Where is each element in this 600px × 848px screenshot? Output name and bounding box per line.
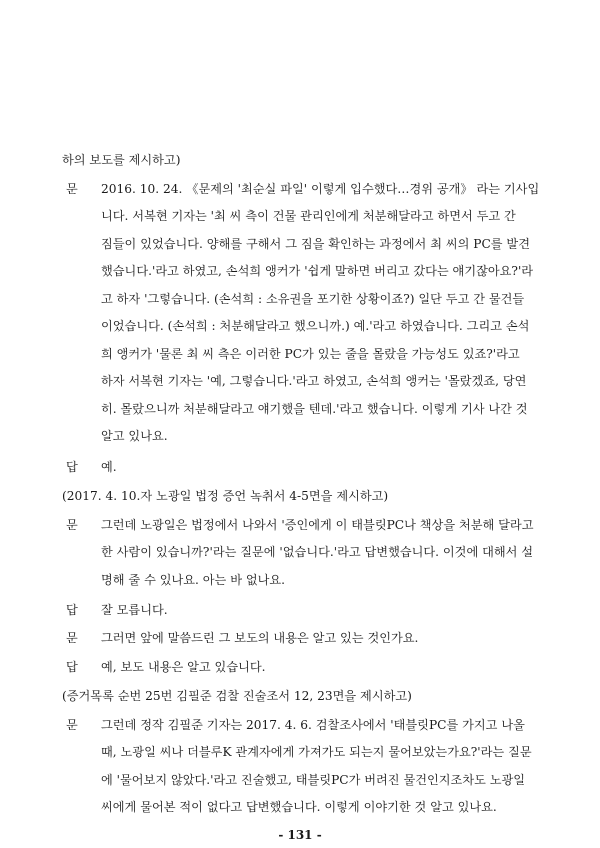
text-line xyxy=(0,426,600,446)
text-line-content: (증거목록 순번 25번 김필준 검찰 진술조서 12, 23면을 제시하고) xyxy=(62,689,412,703)
text-line-content: 짐들이 있었습니다. 양해를 구해서 그 짐을 확인하는 과정에서 최 씨의 PC를 발견 xyxy=(101,237,530,251)
text-line xyxy=(0,206,600,226)
text-line-content: 한 사람이 있습니까?'라는 질문에 '없습니다.'라고 답변했습니다. 이것에 대해서 설 xyxy=(101,545,534,559)
text-line-content: 알고 있나요. xyxy=(101,429,168,443)
text-line-content: 하의 보도를 제시하고) xyxy=(62,153,181,167)
answer-block-3 xyxy=(0,657,600,677)
exhibit-note xyxy=(0,486,600,506)
text-line-content: (2017. 4. 10.자 노광일 법정 증언 녹취서 4-5면을 제시하고) xyxy=(62,489,389,503)
text-line-content: 그러면 앞에 말씀드린 그 보도의 내용은 알고 있는 것인가요. xyxy=(101,631,419,645)
text-line xyxy=(0,542,600,562)
text-line-content: 하자 서복현 기자는 '예, 그렇습니다.'라고 하였고, 손석희 앵커는 '몰랐겠죠, 당연 xyxy=(101,374,527,388)
question-label: 문 xyxy=(66,631,78,645)
question-label: 문 xyxy=(66,718,78,732)
text-line-content: 씨에게 물어본 적이 없다고 답변했습니다. 이렇게 이야기한 것 알고 있나요. xyxy=(101,800,497,814)
question-label: 문 xyxy=(66,518,78,532)
text-line-content: 때, 노광일 씨나 더블루K 관계자에게 가져가도 되는지 물어보았는가요?'라는 질문 xyxy=(101,745,532,759)
exhibit-note xyxy=(0,686,600,706)
text-line xyxy=(0,570,600,590)
text-line xyxy=(0,797,600,817)
text-line xyxy=(0,344,600,364)
text-line xyxy=(0,261,600,281)
text-line xyxy=(0,316,600,336)
text-line-content: 그런데 노광일은 법정에서 나와서 '증인에게 이 태블릿PC나 책상을 처분해 달라고 xyxy=(101,518,534,532)
page-number: - 131 - xyxy=(278,828,322,842)
text-line-content: 고 하자 '그렇습니다. (손석희 : 소유권을 포기한 상황이죠?) 일단 두고 간 물건들 xyxy=(101,292,525,306)
text-line xyxy=(0,371,600,391)
text-line-content: 예. xyxy=(101,460,117,474)
text-line xyxy=(0,742,600,762)
text-line xyxy=(0,289,600,309)
text-line-content: 그런데 정작 김필준 기자는 2017. 4. 6. 검찰조사에서 '태블릿PC를 가지고 나올 xyxy=(101,718,525,732)
text-line-content: 희 앵커가 '물론 최 씨 측은 이러한 PC가 있는 줄을 몰랐을 가능성도 있죠?'라고 xyxy=(101,347,520,361)
text-line xyxy=(0,234,600,254)
text-line-content: 이었습니다. (손석희 : 처분해달라고 했으니까.) 예.'라고 하였습니다. 그리고 손석 xyxy=(101,319,530,333)
text-line xyxy=(0,150,600,170)
question-block-1 xyxy=(0,179,600,199)
question-label: 문 xyxy=(66,182,78,196)
text-line-content: 했습니다.'라고 하였고, 손석희 앵커가 '쉽게 말하면 버리고 갔다는 얘기잖아요?'라 xyxy=(101,264,534,278)
answer-block-1 xyxy=(0,457,600,477)
text-line-content: 니다. 서복현 기자는 '최 씨 측이 건물 관리인에게 처분해달라고 하면서 두고 간 xyxy=(101,209,516,223)
text-line xyxy=(0,770,600,790)
question-block-2 xyxy=(0,515,600,535)
text-line-content: 잘 모릅니다. xyxy=(101,603,168,617)
answer-block-2 xyxy=(0,600,600,620)
answer-label: 답 xyxy=(66,660,78,674)
text-line-content: 2016. 10. 24. 《문제의 '최순실 파일' 이렇게 입수했다…경위 공개》 라는 기사입 xyxy=(101,182,540,196)
question-block-3 xyxy=(0,628,600,648)
text-line-content: 에 '물어보지 않았다.'라고 진술했고, 태블릿PC가 버려진 물건인지조차도 노광일 xyxy=(101,773,526,787)
text-line xyxy=(0,399,600,419)
question-block-4 xyxy=(0,715,600,735)
text-line-content: 예, 보도 내용은 알고 있습니다. xyxy=(101,660,266,674)
text-line-content: 히. 몰랐으니까 처분해달라고 얘기했을 텐데.'라고 했습니다. 이렇게 기사 나간 것 xyxy=(101,402,528,416)
answer-label: 답 xyxy=(66,460,78,474)
answer-label: 답 xyxy=(66,603,78,617)
text-line-content: 명해 줄 수 있나요. 아는 바 없나요. xyxy=(101,573,286,587)
